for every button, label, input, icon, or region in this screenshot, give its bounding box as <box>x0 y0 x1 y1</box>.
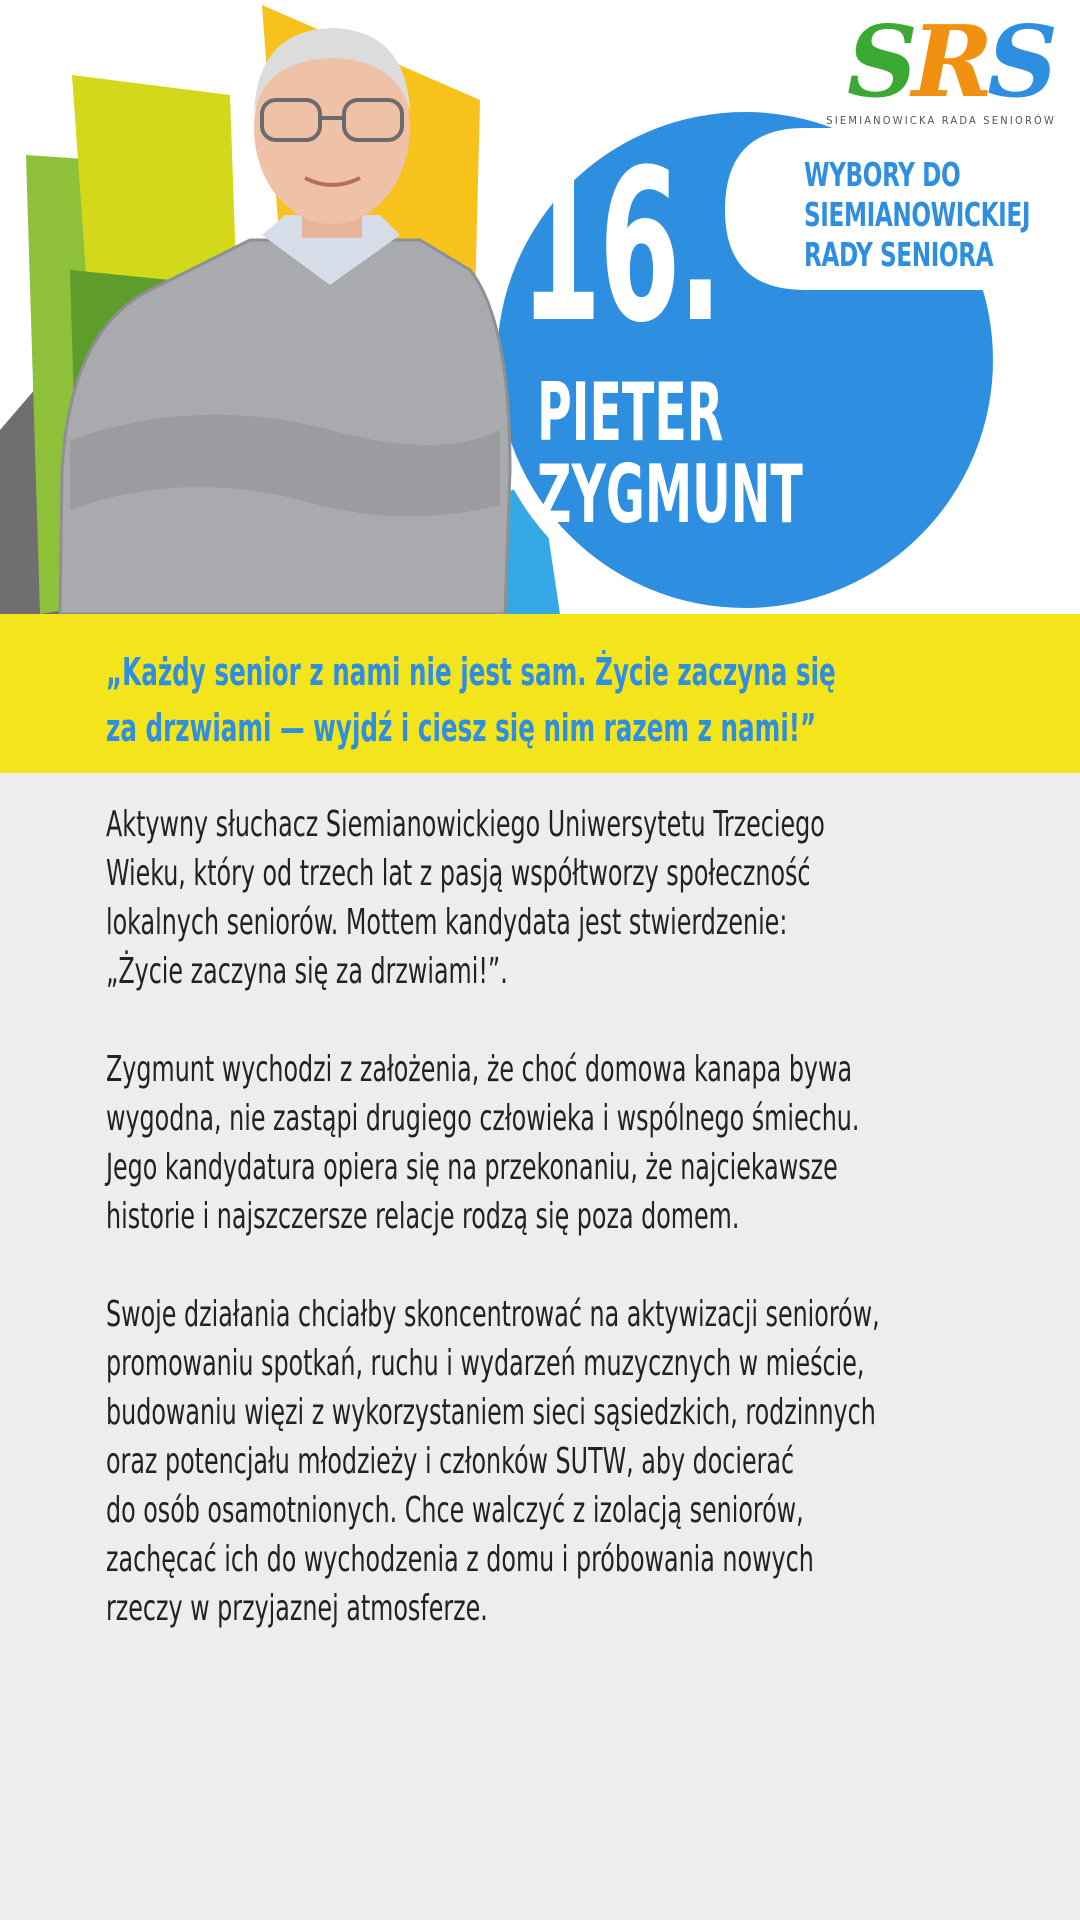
paragraph-line: Aktywny słuchacz Siemianowickiego Uniwersytetu Trzeciego <box>106 804 825 845</box>
srs-logo <box>800 5 1060 129</box>
header-section <box>0 0 1080 614</box>
paragraph-line: historie i najszczersze relacje rodzą się poza domem. <box>106 1196 740 1237</box>
election-title-line: WYBORY DO <box>804 155 961 194</box>
paragraph-line: promowaniu spotkań, ruchu i wydarzeń muzycznych w mieście, <box>106 1343 865 1384</box>
paragraph-2 <box>106 1045 880 1241</box>
quote-line: „Każdy senior z nami nie jest sam. Życie zaczyna się <box>106 650 836 694</box>
candidate-last-name: ZYGMUNT <box>537 448 803 541</box>
paragraph-line: wygodna, nie zastąpi drugiego człowieka i wspólnego śmiechu. <box>106 1098 860 1139</box>
paragraph-line: zachęcać ich do wychodzenia z domu i próbowania nowych <box>106 1539 814 1580</box>
candidate-first-name: PIETER <box>537 366 724 459</box>
candidate-description <box>106 800 1080 1682</box>
candidate-name <box>537 366 803 541</box>
quote-line: za drzwiami — wyjdź i ciesz się nim razem z nami!” <box>106 706 817 750</box>
paragraph-line: Zygmunt wychodzi z założenia, że choć domowa kanapa bywa <box>106 1049 853 1090</box>
paragraph-line: do osób osamotnionych. Chce walczyć z izolacją seniorów, <box>106 1490 804 1531</box>
logo-letter-s: S <box>846 5 912 120</box>
logo-letters <box>846 5 1052 120</box>
paragraph-line: Jego kandydatura opiera się na przekonaniu, że najciekawsze <box>106 1147 838 1188</box>
paragraph-line: lokalnych seniorów. Mottem kandydata jest stwierdzenie: <box>106 902 788 943</box>
paragraph-line: oraz potencjału młodzieży i członków SUTW, aby docierać <box>106 1441 795 1482</box>
paragraph-3 <box>106 1290 880 1633</box>
logo-letter-s2: S <box>987 5 1052 120</box>
candidate-quote <box>106 644 970 756</box>
paragraph-line: Wieku, który od trzech lat z pasją współtworzy społeczność <box>106 853 811 894</box>
paragraph-1 <box>106 800 880 996</box>
election-title-line: SIEMIANOWICKIEJ <box>804 195 1031 234</box>
paragraph-line: „Życie zaczyna się za drzwiami!”. <box>106 951 508 992</box>
paragraph-line: budowaniu więzi z wykorzystaniem sieci sąsiedzkich, rodzinnych <box>106 1392 876 1433</box>
quote-band <box>0 614 1080 773</box>
paragraph-line: rzeczy w przyjaznej atmosferze. <box>106 1588 488 1629</box>
logo-letter-r: R <box>911 5 988 120</box>
election-title <box>804 155 1030 275</box>
election-title-line: RADY SENIORA <box>804 235 994 274</box>
paragraph-line: Swoje działania chciałby skoncentrować na aktywizacji seniorów, <box>106 1294 880 1335</box>
candidate-number: 16. <box>520 124 721 369</box>
logo-subtitle: SIEMIANOWICKA RADA SENIORÓW <box>826 114 1056 127</box>
